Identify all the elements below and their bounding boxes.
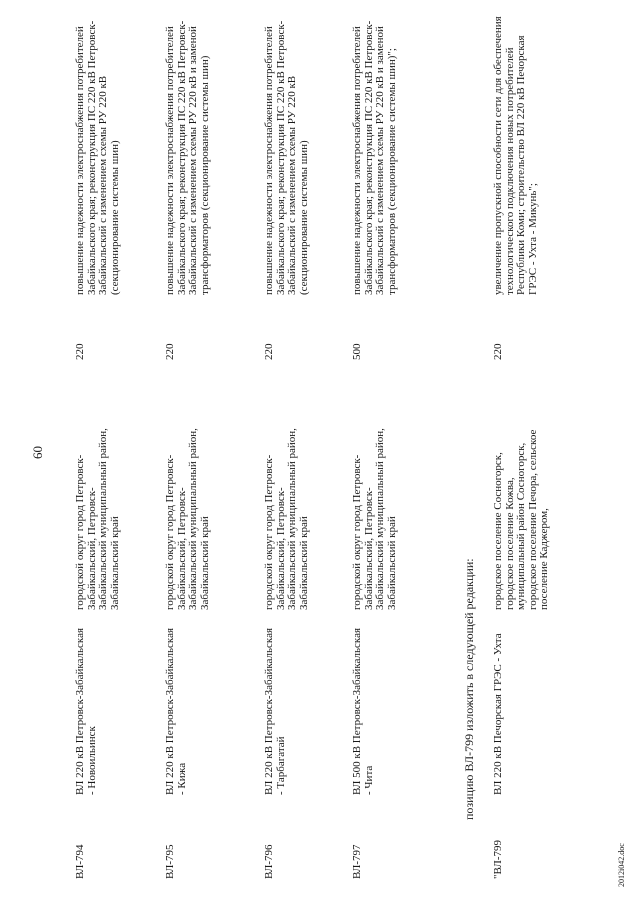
page-number: 60	[30, 446, 45, 459]
line-voltage: 220	[492, 343, 504, 360]
line-purpose: повышение надежности электроснабжения потребителей Забайкальского края; реконструкция ПС 220 кВ Петровск-Забайкальский с изменением схемы РУ 220 кВ и заменой трансформаторов (секционирование системы шин)	[164, 20, 211, 295]
line-voltage: 500	[351, 343, 363, 360]
line-name: ВЛ 220 кВ Петровск-Забайкальская - Тарбагатай	[263, 627, 287, 795]
line-code: ВЛ-795	[164, 844, 176, 879]
line-code: "ВЛ-799	[492, 839, 504, 879]
document-code: 2012i042.doc	[617, 843, 626, 887]
line-code: ВЛ-796	[263, 844, 275, 879]
line-code: ВЛ-797	[351, 844, 363, 879]
line-purpose: увеличение пропускной способности сети для обеспечения технологического подключения новых потребителей Республики Коми; строительство ВЛ 220 кВ Печорская ГРЭС - Ухта - Микунь";	[492, 16, 539, 295]
line-purpose: повышение надежности электроснабжения потребителей Забайкальского края; реконструкция ПС 220 кВ Петровск-Забайкальский с изменением схемы РУ 220 кВ и заменой трансформаторов (секционирование системы шин)";	[351, 20, 398, 295]
line-voltage: 220	[74, 343, 86, 360]
line-name: ВЛ 220 кВ Петровск-Забайкальская - Новоильинск	[74, 627, 98, 795]
line-location: городской округ город Петровск-Забайкальский, Петровск-Забайкальский муниципальный район, Забайкальский край	[164, 428, 211, 610]
line-name: ВЛ 500 кВ Петровск-Забайкальская - Чита	[351, 627, 375, 795]
line-voltage: 220	[263, 343, 275, 360]
line-purpose: повышение надежности электроснабжения потребителей Забайкальского края; реконструкция ПС 220 кВ Петровск-Забайкальский с изменением схемы РУ 220 кВ (секционирование системы шин)	[263, 20, 310, 295]
line-location: городское поселение Сосногорск, городское поселение Кожва, муниципальный район Сосногорск, городское поселение Печора, сельское поселение Каджером,	[492, 429, 551, 610]
line-code: ВЛ-794	[74, 844, 86, 879]
line-location: городской округ город Петровск-Забайкальский, Петровск-Забайкальский муниципальный район, Забайкальский край	[263, 428, 310, 610]
line-name: ВЛ 220 кВ Петровск-Забайкальская - Кижа	[164, 627, 188, 795]
line-purpose: повышение надежности электроснабжения потребителей Забайкальского края; реконструкция ПС 220 кВ Петровск-Забайкальский с изменением схемы РУ 220 кВ (секционирование системы шин)	[74, 20, 121, 295]
line-name: ВЛ 220 кВ Печорская ГРЭС - Ухта	[492, 633, 504, 795]
amendment-intro-text: позицию ВЛ-799 изложить в следующей редакции:	[462, 558, 476, 820]
line-location: городской округ город Петровск-Забайкальский, Петровск-Забайкальский муниципальный район, Забайкальский край	[351, 428, 398, 610]
line-location: городской округ город Петровск-Забайкальский, Петровск-Забайкальский муниципальный район, Забайкальский край	[74, 428, 121, 610]
line-voltage: 220	[164, 343, 176, 360]
